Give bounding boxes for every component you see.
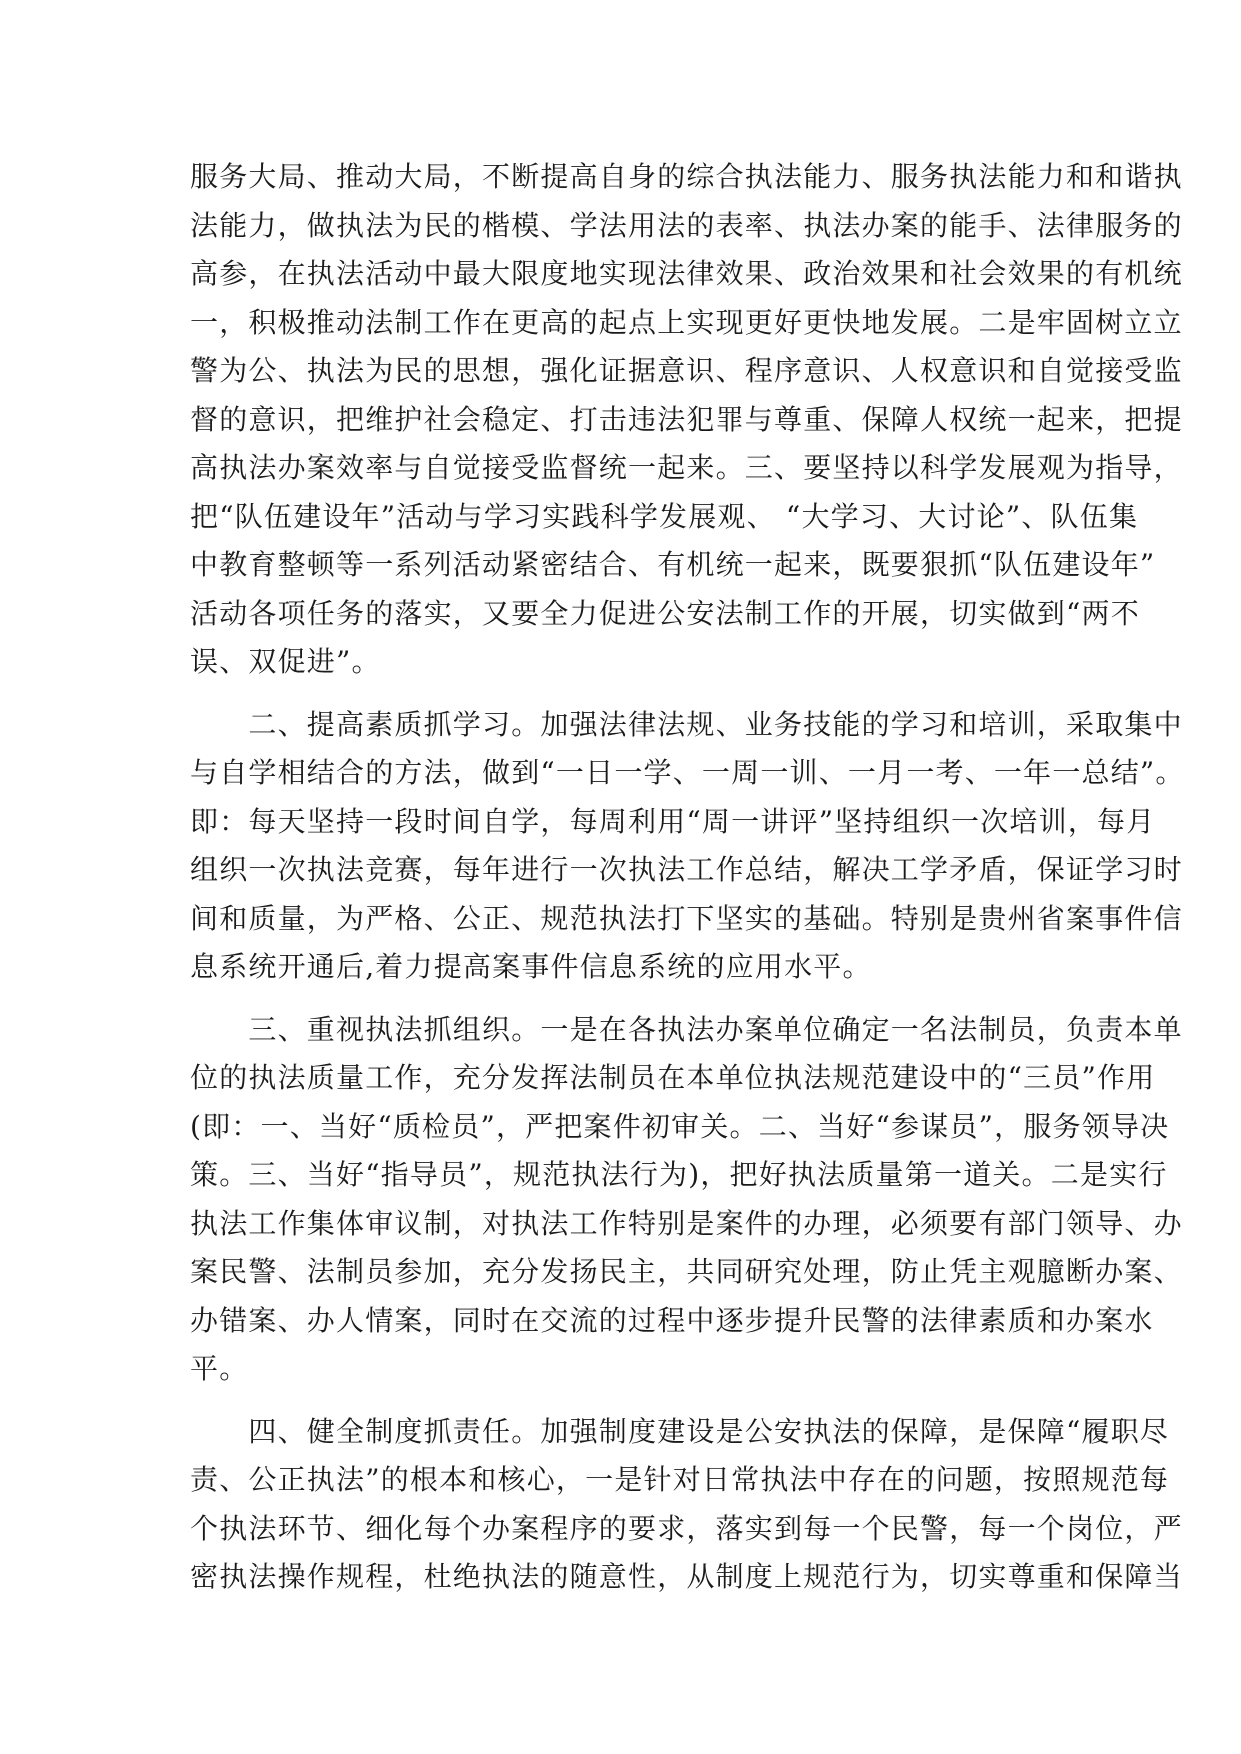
text-line: 办错案、办人情案，同时在交流的过程中逐步提升民警的法律素质和办案水 — [190, 1303, 1154, 1337]
paragraph-1 — [190, 153, 1183, 687]
document-body — [190, 153, 1185, 1602]
text-line: 督的意识，把维护社会稳定、打击违法犯罪与尊重、保障人权统一起来，把提 — [190, 402, 1183, 436]
paragraph-spacing — [190, 1394, 1070, 1408]
text-line: 平。 — [190, 1352, 249, 1385]
text-line: 法能力，做执法为民的楷模、学法用法的表率、执法办案的能手、法律服务的 — [190, 208, 1183, 242]
text-line: 与自学相结合的方法，做到“一日一学、一周一训、一月一考、一年一总结”。 — [190, 756, 1185, 789]
text-line: 执法工作集体审议制，对执法工作特别是案件的办理，必须要有部门领导、办 — [190, 1206, 1183, 1240]
text-line: 即：每天坚持一段时间自学，每周利用“周一讲评”坚持组织一次培训，每月 — [190, 804, 1156, 838]
text-line: 案民警、法制员参加，充分发扬民主，共同研究处理，防止凭主观臆断办案、 — [190, 1255, 1183, 1288]
text-line: (即：一、当好“质检员”，严把案件初审关。二、当好“参谋员”，服务领导决 — [190, 1109, 1170, 1143]
text-line: 四、健全制度抓责任。加强制度建设是公安执法的保障，是保障“履职尽 — [190, 1414, 1170, 1448]
paragraph-4 — [190, 1408, 1183, 1602]
text-line: 位的执法质量工作，充分发挥法制员在本单位执法规范建设中的“三员”作用 — [190, 1061, 1156, 1094]
text-line: 三、重视执法抓组织。一是在各执法办案单位确定一名法制员，负责本单 — [190, 1012, 1183, 1046]
text-line: 密执法操作规程，杜绝执法的随意性，从制度上规范行为，切实尊重和保障当 — [190, 1560, 1183, 1593]
text-line: 责、公正执法”的根本和核心，一是针对日常执法中存在的问题，按照规范每 — [190, 1463, 1170, 1496]
text-line: 个执法环节、细化每个办案程序的要求，落实到每一个民警，每一个岗位，严 — [190, 1511, 1183, 1545]
text-line: 服务大局、推动大局，不断提高自身的综合执法能力、服务执法能力和和谐执 — [190, 160, 1183, 193]
paragraph-spacing — [190, 687, 1070, 701]
text-line: 中教育整顿等一系列活动紧密结合、有机统一起来，既要狠抓“队伍建设年” — [190, 548, 1156, 581]
text-line: 高执法办案效率与自觉接受监督统一起来。三、要坚持以科学发展观为指导， — [190, 451, 1183, 484]
text-line: 组织一次执法竞赛，每年进行一次执法工作总结，解决工学矛盾，保证学习时 — [190, 853, 1183, 886]
text-line: 息系统开通后,着力提高案事件信息系统的应用水平。 — [190, 950, 872, 983]
text-line: 警为公、执法为民的思想，强化证据意识、程序意识、人权意识和自觉接受监 — [190, 354, 1183, 387]
text-line: 高参，在执法活动中最大限度地实现法律效果、政治效果和社会效果的有机统 — [190, 257, 1183, 290]
text-line: 一，积极推动法制工作在更高的起点上实现更好更快地发展。二是牢固树立立 — [190, 305, 1183, 339]
paragraph-spacing — [190, 992, 1070, 1006]
paragraph-3 — [190, 1006, 1183, 1394]
text-line: 误、双促进”。 — [190, 645, 381, 678]
paragraph-2 — [190, 701, 1185, 992]
text-line: 把“队伍建设年”活动与学习实践科学发展观、 “大学习、大讨论”、队伍集 — [190, 499, 1139, 533]
text-line: 策。三、当好“指导员”，规范执法行为)，把好执法质量第一道关。二是实行 — [190, 1158, 1168, 1191]
text-line: 间和质量，为严格、公正、规范执法打下坚实的基础。特别是贵州省案事件信 — [190, 901, 1183, 935]
text-line: 活动各项任务的落实，又要全力促进公安法制工作的开展，切实做到“两不 — [190, 596, 1140, 630]
text-line: 二、提高素质抓学习。加强法律法规、业务技能的学习和培训，采取集中 — [190, 707, 1183, 741]
